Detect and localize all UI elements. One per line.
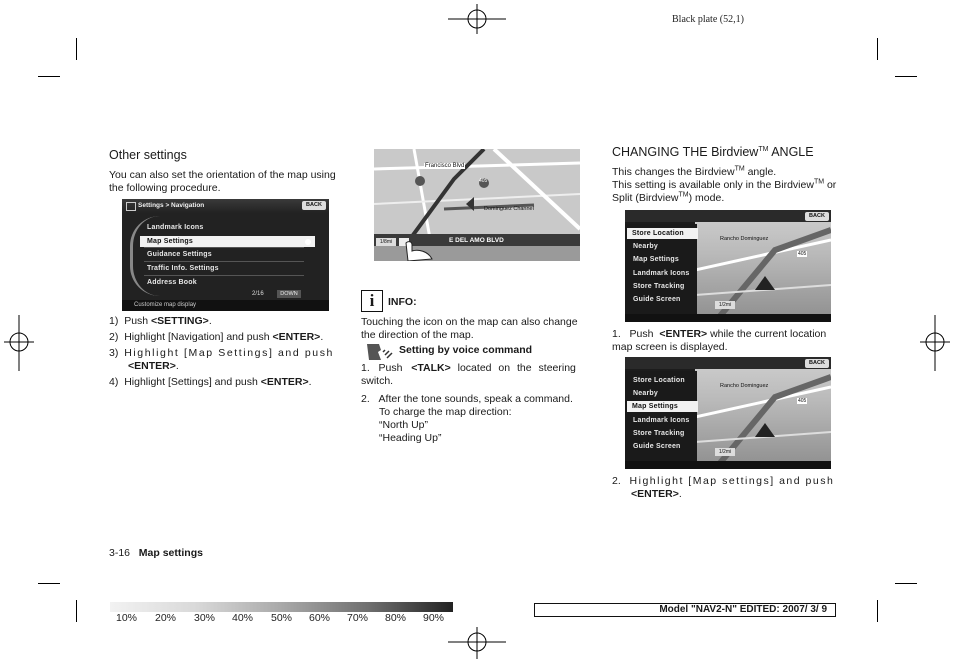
model-edited-box: [534, 603, 836, 617]
menu-item-guide-screen[interactable]: Guide Screen: [633, 296, 681, 303]
registration-mark-left: [2, 313, 36, 373]
menu-item-map-settings[interactable]: Map Settings: [140, 236, 315, 247]
menu-item-guidance-settings[interactable]: Guidance Settings: [147, 251, 212, 258]
left-step-2: 2) Highlight [Navigation] and push <ENTER>.: [109, 331, 324, 343]
left-step-4: 4) Highlight [Settings] and push <ENTER>.: [109, 376, 312, 388]
selected-indicator: [305, 239, 311, 245]
menu-item-traffic-info-settings[interactable]: Traffic Info. Settings: [147, 265, 219, 272]
menu-item-landmark-icons[interactable]: Landmark Icons: [633, 270, 690, 277]
menu-item-store-location[interactable]: Store Location: [627, 228, 698, 239]
menu-item-landmark-icons[interactable]: Landmark Icons: [633, 417, 690, 424]
intro-paragraph: You can also set the orientation of the map using the following procedure.: [109, 169, 336, 194]
map-scale-button[interactable]: 1/8mi: [376, 238, 396, 246]
footer-hint: Customize map display: [134, 302, 197, 308]
voice-command-icon: [365, 342, 393, 362]
map-scale-button[interactable]: 1/2mi: [715, 301, 735, 309]
map-bottom-street: E DEL AMO BLVD: [449, 237, 504, 244]
menu-item-store-location[interactable]: Store Location: [633, 377, 685, 384]
route-shield: 405: [479, 178, 488, 184]
right-step-2: 2. Highlight [Map settings] and push <ENTER>.: [612, 475, 835, 500]
menu-item-store-tracking[interactable]: Store Tracking: [633, 283, 685, 290]
registration-mark-bottom: [446, 626, 508, 660]
menu-item-address-book[interactable]: Address Book: [147, 279, 197, 286]
menu-item-nearby[interactable]: Nearby: [633, 390, 658, 397]
section-heading-other-settings: Other settings: [109, 148, 187, 162]
left-step-3: 3) Highlight [Map Settings] and push <ENTER>.: [109, 347, 335, 372]
place-label: Rancho Dominguez: [720, 236, 769, 242]
birdview-description: This changes the Birdview™ angle. This setting is available only in the Birdview™ or Split (Birdview™) mode.: [612, 165, 837, 204]
back-button[interactable]: BACK: [805, 212, 829, 221]
page-indicator: 2/16: [252, 291, 264, 297]
place-label: Rancho Dominguez: [720, 383, 769, 389]
screen-title: Settings > Navigation: [138, 202, 205, 209]
menu-item-nearby[interactable]: Nearby: [633, 243, 658, 250]
map-street-label-1: Francisco Blvd: [425, 163, 465, 169]
route-shield: 405: [798, 251, 807, 257]
plate-label: Black plate (52,1): [672, 14, 744, 25]
route-shield: 405: [798, 398, 807, 404]
voice-command-label: Setting by voice command: [399, 344, 533, 356]
info-icon: i: [361, 290, 383, 312]
left-step-1: 1) Push <SETTING>.: [109, 315, 212, 327]
registration-mark-top: [446, 3, 508, 35]
settings-icon: [126, 202, 136, 211]
info-label: INFO:: [388, 296, 417, 308]
birdview-screen-1: [625, 210, 831, 322]
voice-step-1: 1. Push <TALK> located on the steering switch.: [361, 362, 576, 387]
back-button[interactable]: BACK: [302, 201, 326, 210]
down-button[interactable]: DOWN: [277, 290, 301, 298]
menu-item-map-settings[interactable]: Map Settings: [627, 401, 698, 412]
model-edited-label: Model "NAV2-N" EDITED: 2007/ 3/ 9: [659, 604, 827, 615]
birdview-screen-2: [625, 357, 831, 469]
page-number: 3-16 Map settings: [109, 547, 203, 559]
right-step-1: 1. Push <ENTER> while the current location map screen is displayed.: [612, 328, 827, 353]
settings-screen: [122, 199, 329, 311]
map-street-label-2: Dominguez Channel: [484, 206, 534, 212]
section-heading-birdview-angle: CHANGING THE Birdview™ ANGLE: [612, 145, 814, 159]
back-button[interactable]: BACK: [805, 359, 829, 368]
map-scale-button[interactable]: 1/2mi: [715, 448, 735, 456]
menu-item-guide-screen[interactable]: Guide Screen: [633, 443, 681, 450]
voice-step-2: 2. After the tone sounds, speak a command. To charge the map direction: “North Up” “Heading Up”: [361, 393, 573, 444]
menu-item-map-settings[interactable]: Map Settings: [633, 256, 679, 263]
registration-mark-right: [918, 313, 952, 373]
map-screen: [374, 149, 580, 261]
menu-item-landmark-icons[interactable]: Landmark Icons: [147, 224, 204, 231]
menu-item-store-tracking[interactable]: Store Tracking: [633, 430, 685, 437]
info-paragraph: Touching the icon on the map can also change the direction of the map.: [361, 316, 578, 341]
grayscale-strip: [110, 602, 453, 612]
touch-hand-icon: [398, 241, 438, 261]
